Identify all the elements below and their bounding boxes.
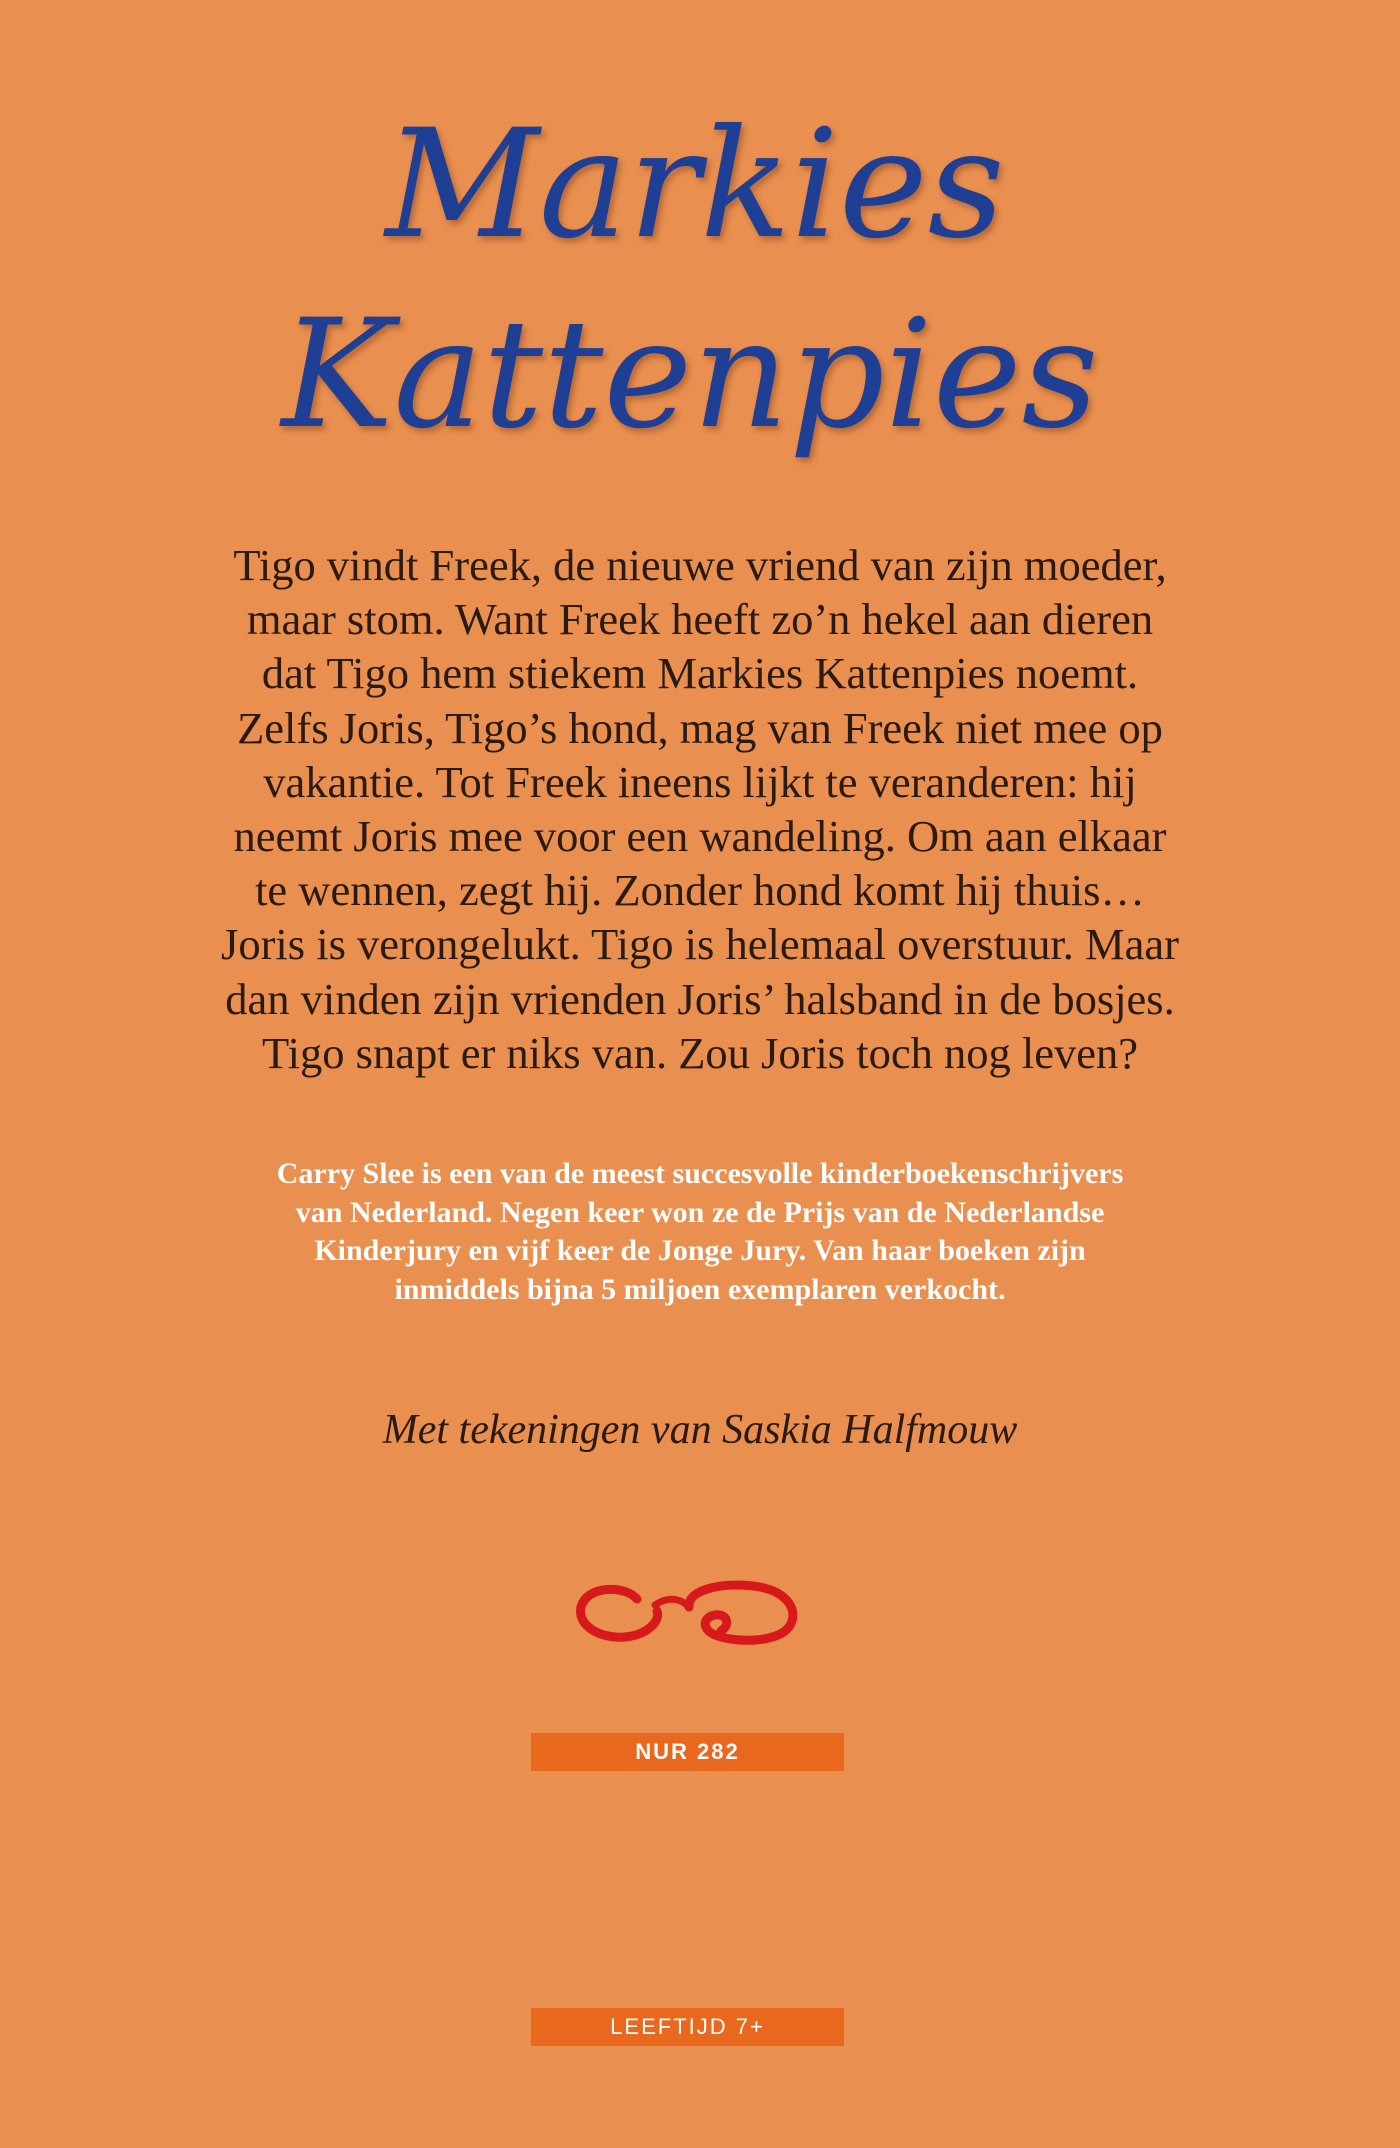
red-glasses-icon — [575, 1575, 800, 1647]
author-bio-line: Kinderjury en vijf keer de Jonge Jury. Van haar boeken zijn — [314, 1234, 1086, 1267]
back-cover-blurb — [200, 538, 1200, 1080]
book-title — [0, 98, 1400, 462]
blurb-line: te wennen, zegt hij. Zonder hond komt hij thuis… — [255, 865, 1145, 916]
blurb-line: dan vinden zijn vrienden Joris’ halsband in de bosjes. — [225, 973, 1175, 1024]
blurb-line: Joris is verongelukt. Tigo is helemaal overstuur. Maar — [221, 919, 1179, 970]
blurb-line: Tigo snapt er niks van. Zou Joris toch nog leven? — [262, 1027, 1138, 1078]
age-badge: LEEFTIJD 7+ — [531, 2008, 844, 2046]
title-line-2: Kattenpies — [281, 288, 1099, 462]
blurb-line: dat Tigo hem stiekem Markies Kattenpies noemt. — [261, 648, 1139, 699]
blurb-line: vakantie. Tot Freek ineens lijkt te veranderen: hij — [263, 756, 1137, 807]
blurb-line: neemt Joris mee voor een wandeling. Om aan elkaar — [233, 811, 1167, 862]
nur-badge: NUR 282 — [531, 1733, 844, 1771]
blurb-line: Tigo vindt Freek, de nieuwe vriend van zijn moeder, — [233, 540, 1167, 590]
blurb-line: maar stom. Want Freek heeft zo’n hekel aan dieren — [246, 594, 1154, 645]
author-bio-line: van Nederland. Negen keer won ze de Prijs van de Nederlandse — [295, 1195, 1105, 1229]
author-bio-line: Carry Slee is een van de meest succesvolle kinderboekenschrijvers — [276, 1157, 1124, 1190]
title-line-1: Markies — [385, 98, 1005, 272]
author-bio — [150, 1155, 1250, 1309]
blurb-line: Zelfs Joris, Tigo’s hond, mag van Freek niet mee op — [237, 702, 1163, 753]
author-bio-line: inmiddels bijna 5 miljoen exemplaren verkocht. — [394, 1272, 1006, 1306]
illustrator-credit: Met tekeningen van Saskia Halfmouw — [382, 1407, 1018, 1453]
